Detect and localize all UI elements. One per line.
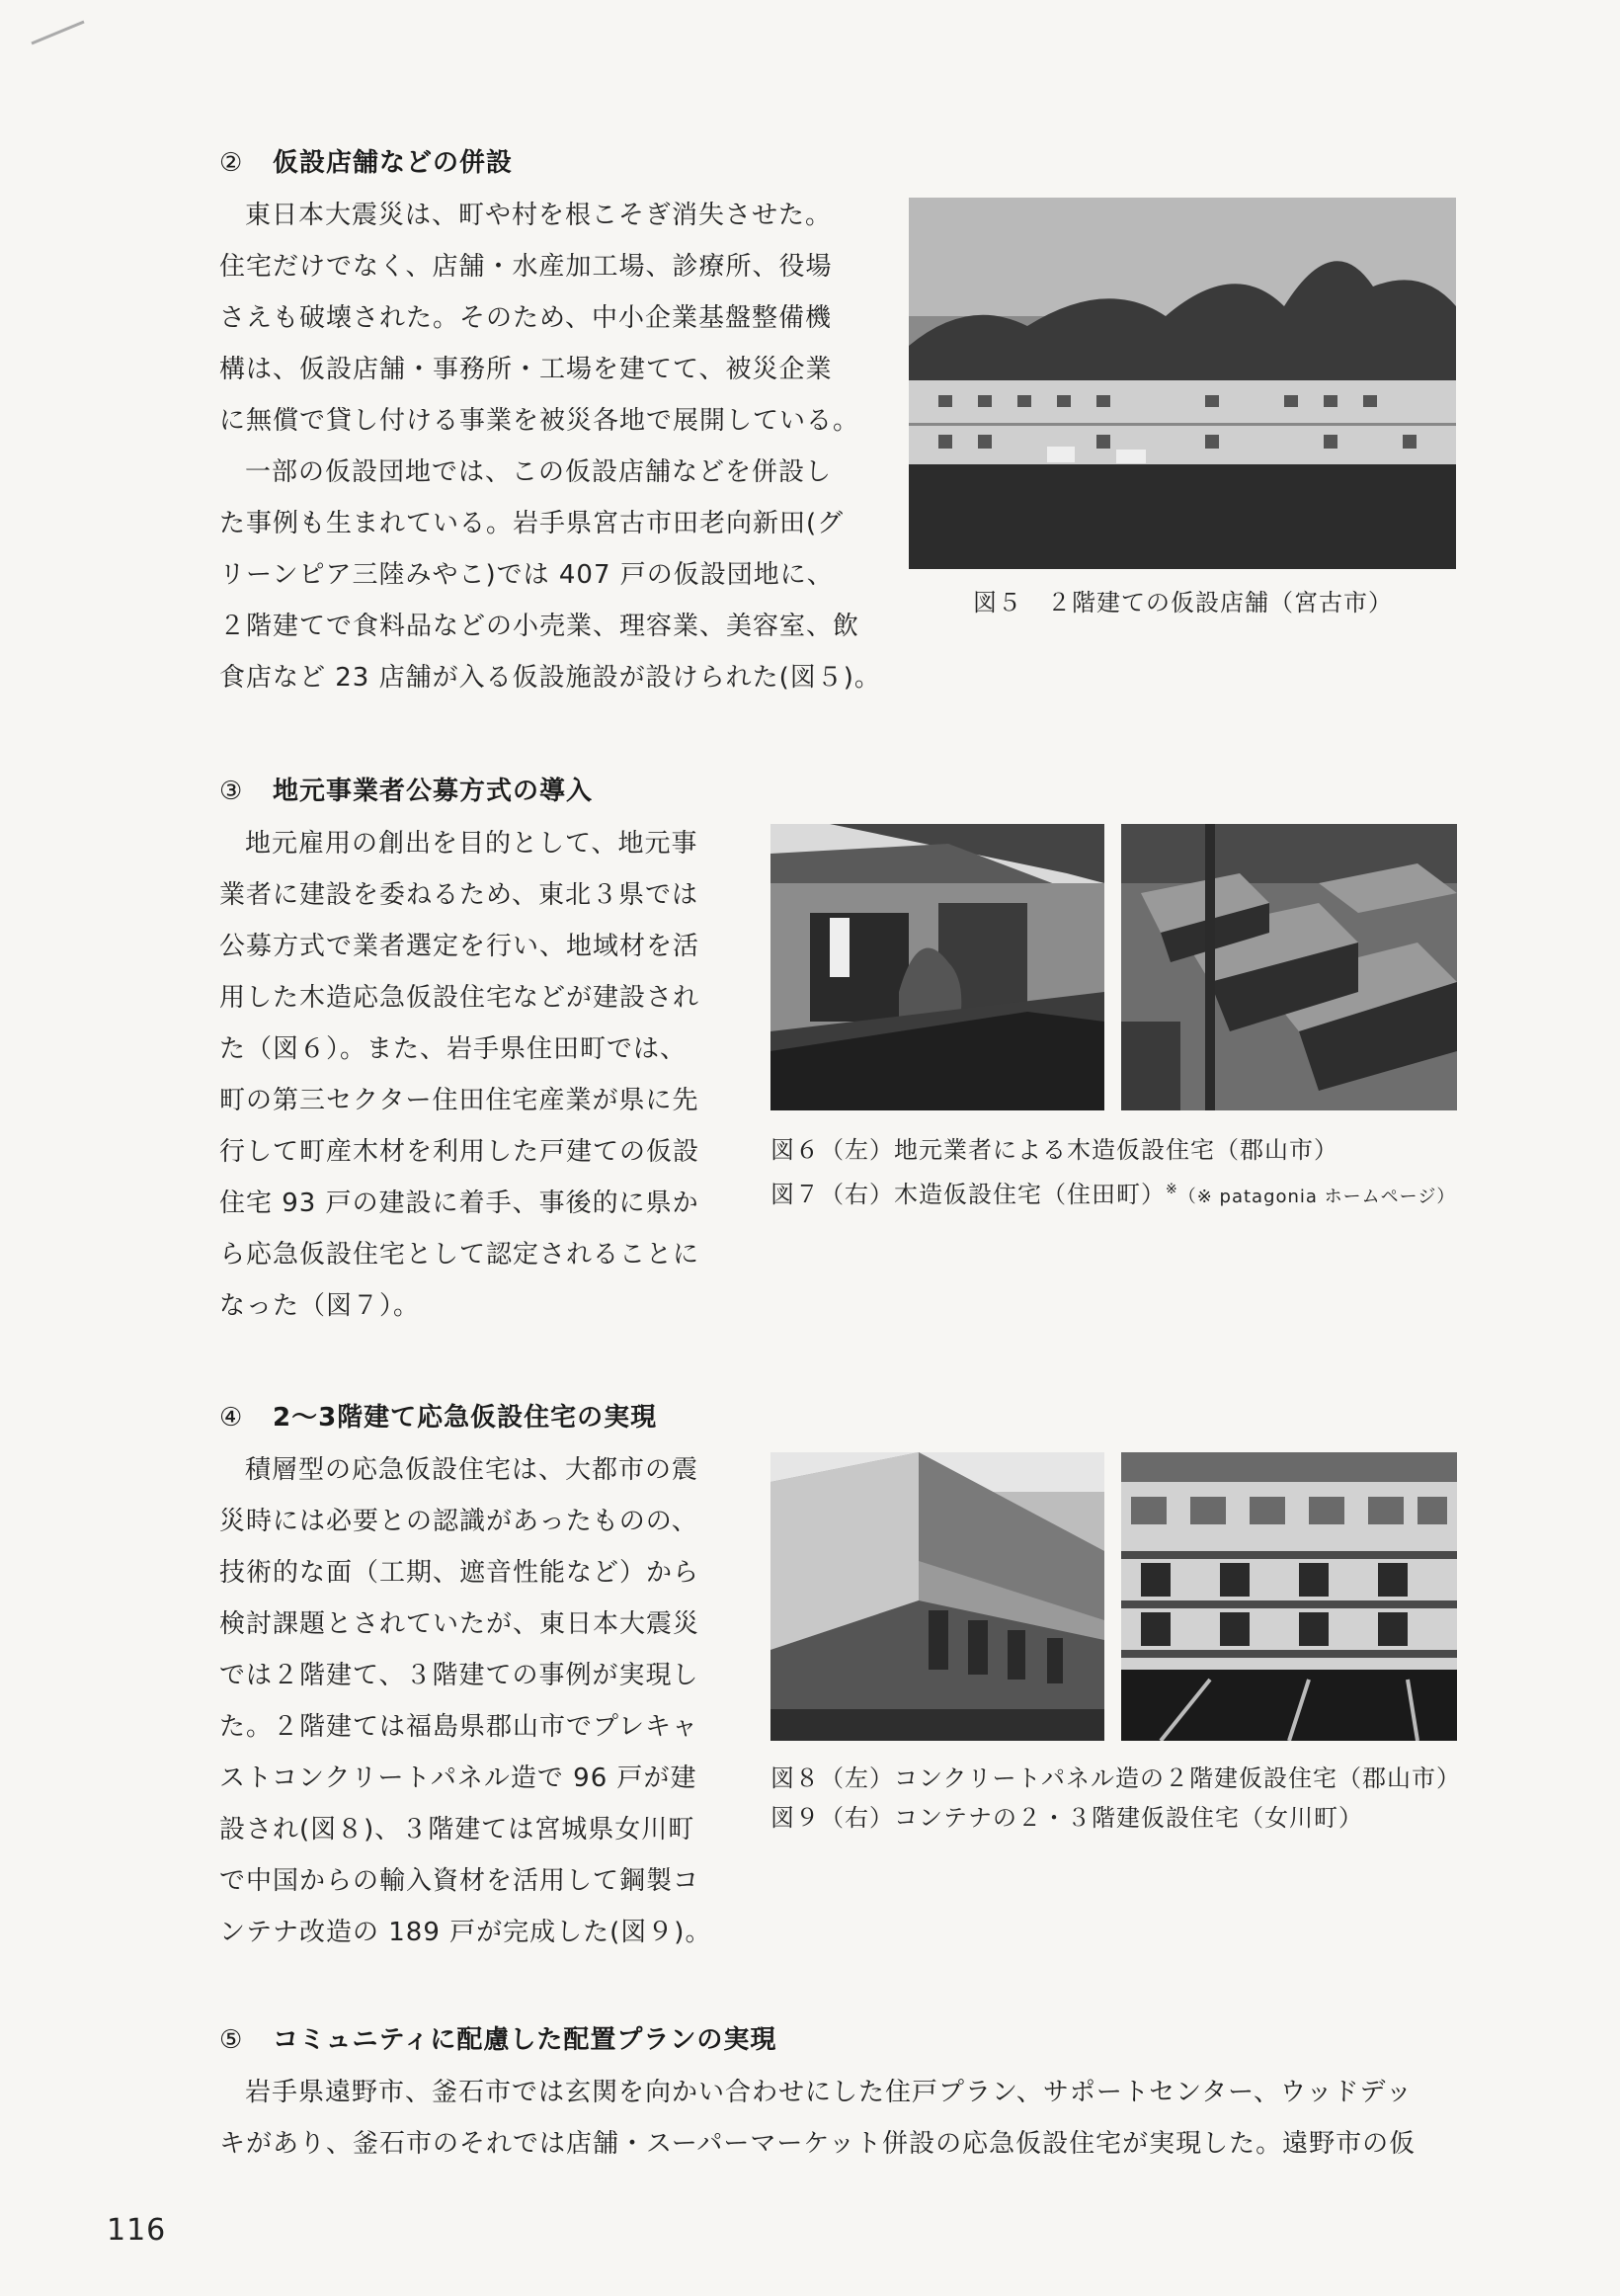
figure-5-caption: 図５ ２階建ての仮設店舗（宮古市） [973,589,1393,616]
figure-7-caption-note: （※ patagonia ホームページ） [1177,1187,1456,1207]
body-line: 一部の仮設団地では、この仮設店舗などを併設し [245,457,833,487]
body-line: キがあり、釜石市のそれでは店舗・スーパーマーケット併設の応急仮設住宅が実現した。遠野市の仮 [219,2129,1417,2159]
section-4-number: ④ [219,1403,244,1433]
figure-9-caption: 図９（右）コンテナの２・３階建仮設住宅（女川町） [770,1804,1363,1832]
body-line: 行して町産木材を利用した戸建ての仮設 [219,1137,700,1167]
section-2-heading [219,146,513,180]
figure-6-caption: 図６（左）地元業者による木造仮設住宅（郡山市） [770,1136,1338,1164]
section-5-heading [219,2023,776,2057]
body-line: に無償で貸し付ける事業を被災各地で展開している。 [219,406,860,436]
body-line: ンテナ改造の 189 戸が完成した(図９)。 [219,1918,712,1947]
body-line: 技術的な面（工期、遮音性能など）から [219,1558,700,1588]
body-line: さえも破壊された。そのため、中小企業基盤整備機 [219,303,832,333]
section-5-body [219,2067,1416,2170]
body-line: リーンピア三陸みやこ)では 407 戸の仮設団地に、 [219,560,834,590]
body-line: た事例も生まれている。岩手県宮古市田老向新田(グ [219,509,845,538]
body-line: 住宅だけでなく、店舗・水産加工場、診療所、役場 [219,252,833,282]
body-line: ２階建てで食料品などの小売業、理容業、美容室、飲 [219,612,860,641]
body-line: なった（図７）。 [219,1291,421,1321]
figure-6-7-caption [770,1130,1455,1217]
body-line: 設され(図８)、３階建ては宮城県女川町 [219,1815,695,1845]
section-3-heading [219,775,593,808]
body-line: た（図６）。また、岩手県住田町では、 [219,1034,688,1064]
figure-8-9-caption [770,1759,1461,1838]
section-2-number: ② [219,148,244,178]
section-3-body [219,818,699,1332]
section-2-title: 仮設店舗などの併設 [273,148,514,178]
section-5-title: コミュニティに配慮した配置プランの実現 [273,2025,777,2055]
figure-8-photo [770,1452,1104,1741]
body-line: 用した木造応急仮設住宅などが建設され [219,983,700,1013]
figure-6-photo [770,824,1104,1110]
body-line: 構は、仮設店舗・事務所・工場を建てて、被災企業 [219,355,833,384]
body-line: ら応急仮設住宅として認定されることに [219,1240,700,1270]
body-line: 積層型の応急仮設住宅は、大都市の震 [245,1455,699,1485]
body-line: 地元雇用の創出を目的として、地元事 [245,829,698,859]
section-2-body [219,190,881,703]
figure-5-photo [909,198,1456,569]
figure-7-caption [770,1170,1455,1217]
section-4-body [219,1444,711,1958]
section-4-title: 2〜3階建て応急仮設住宅の実現 [273,1403,658,1433]
body-line: ストコンクリートパネル造で 96 戸が建 [219,1763,697,1793]
body-line: では２階建て、３階建ての事例が実現し [219,1661,699,1690]
figure-7-caption-mark: ※ [1166,1182,1178,1197]
corner-mark-icon [30,18,89,47]
body-line: で中国からの輸入資材を活用して鋼製コ [219,1866,700,1896]
body-line: 住宅 93 戸の建設に着手、事後的に県か [219,1189,699,1218]
body-line: 公募方式で業者選定を行い、地域材を活 [219,932,700,961]
body-line: 業者に建設を委ねるため、東北３県では [219,880,698,910]
body-line: た。２階建ては福島県郡山市でプレキャ [219,1712,698,1742]
section-3-number: ③ [219,777,244,806]
body-line: 岩手県遠野市、釜石市では玄関を向かい合わせにした住戸プラン、サポートセンター、ウッドデッ [245,2078,1414,2107]
body-line: 食店など 23 店舗が入る仮設施設が設けられた(図５)。 [219,663,881,693]
body-line: 町の第三セクター住田住宅産業が県に先 [219,1086,699,1115]
figure-9-photo [1121,1452,1457,1741]
body-line: 災時には必要との認識があったものの、 [219,1507,698,1536]
section-3-title: 地元事業者公募方式の導入 [273,777,594,806]
section-4-heading [219,1401,657,1435]
figure-8-caption: 図８（左）コンクリートパネル造の２階建仮設住宅（郡山市） [770,1764,1462,1792]
body-line: 検討課題とされていたが、東日本大震災 [219,1609,700,1639]
section-5-number: ⑤ [219,2025,244,2055]
figure-7-caption-text: 図７（右）木造仮設住宅（住田町） [770,1181,1166,1208]
page-number: 116 [107,2213,167,2248]
body-line: 東日本大震災は、町や村を根こそぎ消失させた。 [245,201,833,230]
figure-7-photo [1121,824,1457,1110]
